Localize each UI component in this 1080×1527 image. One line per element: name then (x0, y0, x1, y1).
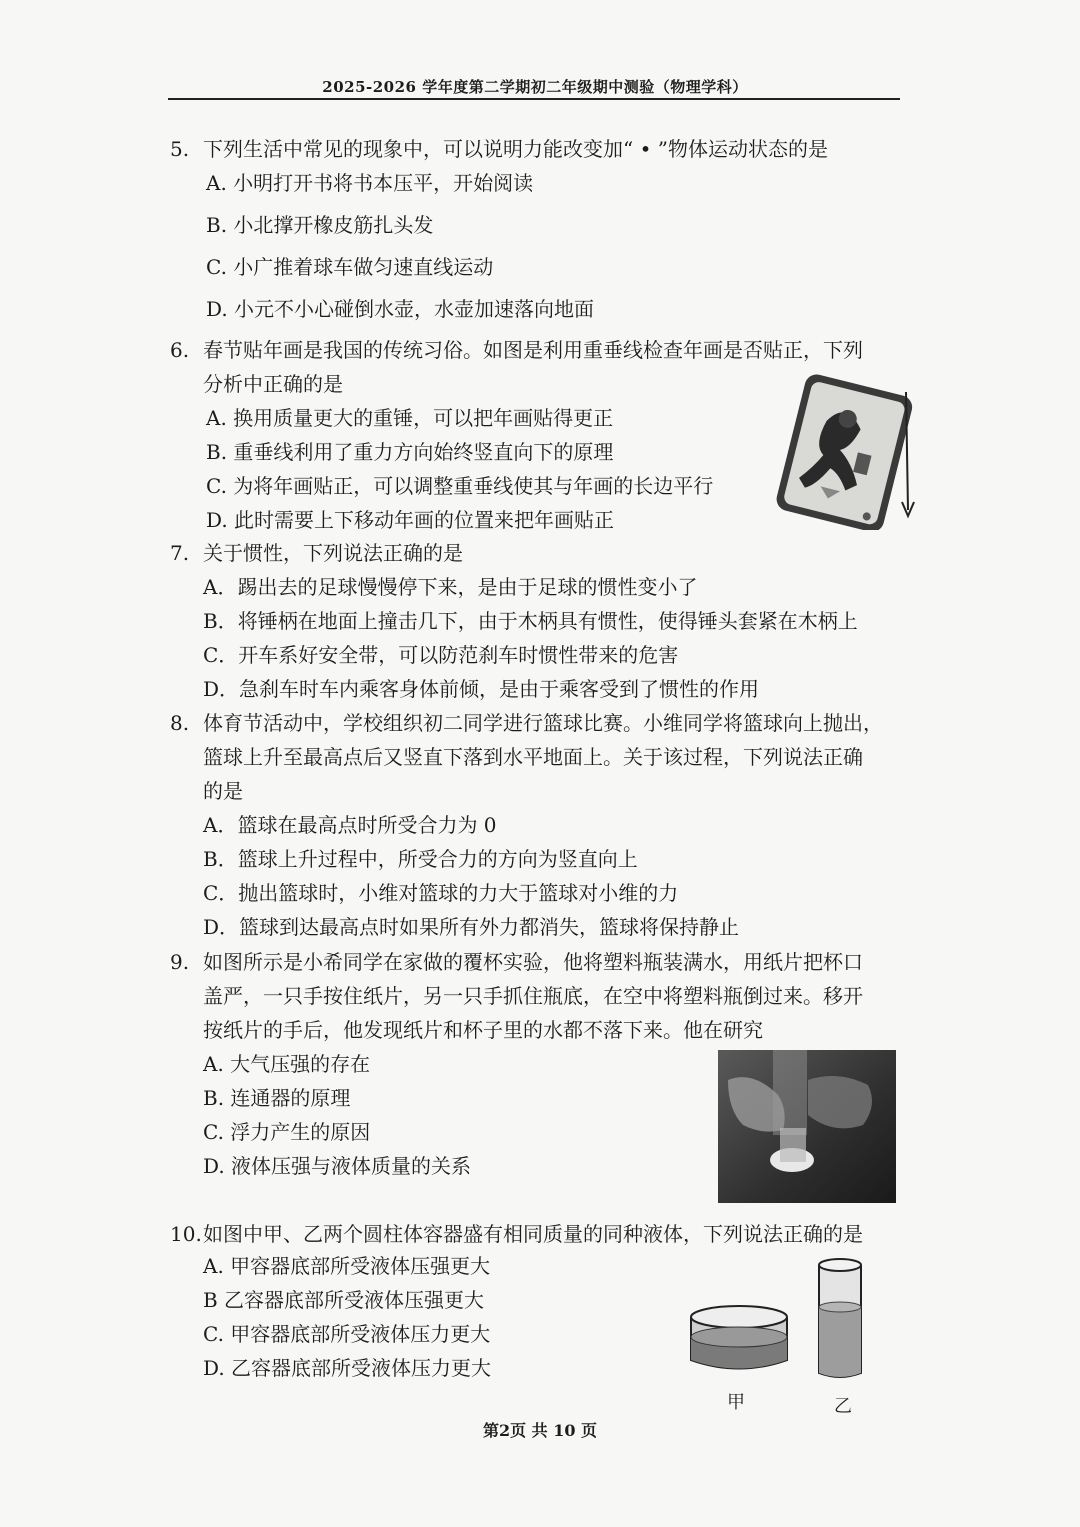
option-c: C. 小广推着球车做匀速直线运动 (206, 255, 494, 279)
question-stem: 春节贴年画是我国的传统习俗。如图是利用重垂线检查年画是否贴正，下列 (203, 338, 863, 362)
option-d: D．急刹车时车内乘客身体前倾，是由于乘客受到了惯性的作用 (203, 677, 760, 701)
option-d: D. 液体压强与液体质量的关系 (203, 1154, 472, 1178)
question-stem: 关于惯性，下列说法正确的是 (203, 541, 463, 565)
page-header: 2025-2026 学年度第二学期初二年级期中测验（物理学科） (322, 78, 748, 96)
option-b: B．篮球上升过程中，所受合力的方向为竖直向上 (203, 847, 638, 871)
question-stem: 如图所示是小希同学在家做的覆杯实验，他将塑料瓶装满水，用纸片把杯口 (203, 950, 863, 974)
container-label-jia: 甲 (727, 1392, 745, 1413)
question-stem: 下列生活中常见的现象中，可以说明力能改变加“ • ”物体运动状态的是 (203, 137, 828, 161)
question-number: 6. (170, 338, 190, 362)
question-number: 10. (170, 1222, 202, 1246)
option-a: A. 大气压强的存在 (203, 1052, 371, 1076)
option-c: C. 甲容器底部所受液体压力更大 (203, 1322, 491, 1346)
question-number: 5. (170, 137, 190, 161)
option-a: A. 小明打开书将书本压平，开始阅读 (206, 171, 534, 195)
option-d: D. 此时需要上下移动年画的位置来把年画贴正 (206, 508, 615, 532)
question-stem: 的是 (203, 779, 243, 803)
option-d: D. 乙容器底部所受液体压力更大 (203, 1356, 492, 1380)
option-b: B. 重垂线利用了重力方向始终竖直向下的原理 (206, 440, 614, 464)
header-rule (168, 98, 900, 100)
inverted-cup-photo (718, 1050, 896, 1203)
option-b: B. 连通器的原理 (203, 1086, 351, 1110)
new-year-painting-figure (770, 370, 920, 530)
question-stem: 如图中甲、乙两个圆柱体容器盛有相同质量的同种液体，下列说法正确的是 (203, 1222, 863, 1246)
option-a: A．篮球在最高点时所受合力为 0 (203, 813, 497, 837)
question-stem: 体育节活动中，学校组织初二同学进行篮球比赛。小维同学将篮球向上抛出， (203, 711, 883, 735)
page-footer: 第2页 共 10 页 (482, 1421, 598, 1440)
question-number: 8. (170, 711, 190, 735)
option-a: A. 甲容器底部所受液体压强更大 (203, 1254, 491, 1278)
question-stem: 按纸片的手后，他发现纸片和杯子里的水都不落下来。他在研究 (203, 1018, 763, 1042)
option-d: D. 小元不小心碰倒水壶，水壶加速落向地面 (206, 297, 595, 321)
option-c: C. 浮力产生的原因 (203, 1120, 371, 1144)
option-b: B 乙容器底部所受液体压强更大 (203, 1288, 485, 1312)
container-label-yi: 乙 (834, 1396, 852, 1417)
question-number: 9. (170, 950, 190, 974)
containers-figure (685, 1255, 875, 1385)
option-b: B．将锤柄在地面上撞击几下，由于木柄具有惯性，使得锤头套紧在木柄上 (203, 609, 858, 633)
option-b: B. 小北撑开橡皮筋扎头发 (206, 213, 434, 237)
question-stem: 分析中正确的是 (203, 372, 343, 396)
option-c: C．开车系好安全带，可以防范刹车时惯性带来的危害 (203, 643, 679, 667)
option-a: A．踢出去的足球慢慢停下来，是由于足球的惯性变小了 (203, 575, 698, 599)
option-d: D．篮球到达最高点时如果所有外力都消失，篮球将保持静止 (203, 915, 740, 939)
question-stem: 盖严，一只手按住纸片，另一只手抓住瓶底，在空中将塑料瓶倒过来。移开 (203, 984, 863, 1008)
option-c: C. 为将年画贴正，可以调整重垂线使其与年画的长边平行 (206, 474, 714, 498)
option-a: A. 换用质量更大的重锤，可以把年画贴得更正 (206, 406, 614, 430)
option-c: C．抛出篮球时，小维对篮球的力大于篮球对小维的力 (203, 881, 679, 905)
question-number: 7. (170, 541, 190, 565)
question-stem: 篮球上升至最高点后又竖直下落到水平地面上。关于该过程，下列说法正确 (203, 745, 863, 769)
